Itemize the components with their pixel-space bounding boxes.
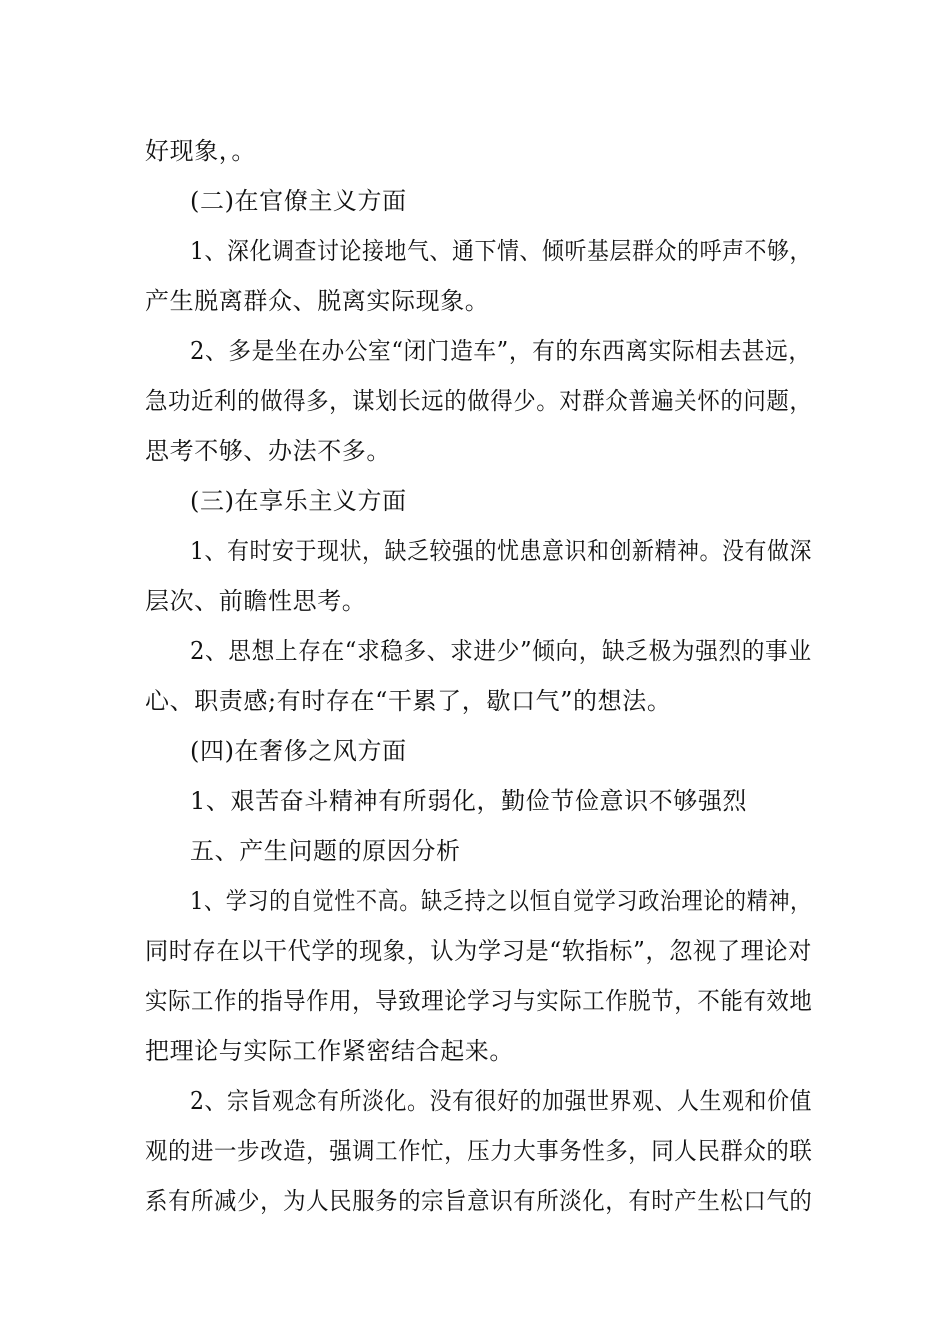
text-line: 产生脱离群众、脱离实际现象。 [145,287,490,315]
text-line: 观的进一步改造，强调工作忙，压力大事务性多，同人民群众的联 [145,1137,813,1165]
section-heading: (三)在享乐主义方面 [190,487,407,515]
text-line: 1、艰苦奋斗精神有所弱化，勤俭节俭意识不够强烈 [190,787,748,815]
text-line: 2、多是坐在办公室“闭门造车”，有的东西离实际相去甚远， [190,337,812,365]
text-line: 2、宗旨观念有所淡化。没有很好的加强世界观、人生观和价值 [190,1087,813,1115]
text-line: 把理论与实际工作紧密结合起来。 [145,1037,514,1065]
text-line: 1、学习的自觉性不高。缺乏持之以恒自觉学习政治理论的精神， [190,887,812,915]
text-line: 急功近利的做得多，谋划长远的做得少。对群众普遍关怀的问题， [145,387,813,415]
text-line: 思考不够、办法不多。 [145,437,391,465]
section-heading: (二)在官僚主义方面 [190,187,407,215]
text-line: 实际工作的指导作用，导致理论学习与实际工作脱节，不能有效地 [145,987,813,1015]
text-line: 心、职责感;有时存在“干累了，歇口气”的想法。 [145,687,672,715]
text-line: 好现象，。 [145,137,256,165]
text-line: 1、深化调查讨论接地气、通下情、倾听基层群众的呼声不够， [190,237,813,265]
text-line: 同时存在以干代学的现象，认为学习是“软指标”，忽视了理论对 [145,937,812,965]
text-line: 1、有时安于现状，缺乏较强的忧患意识和创新精神。没有做深 [190,537,813,565]
text-line: 系有所减少，为人民服务的宗旨意识有所淡化，有时产生松口气的 [145,1187,813,1215]
text-line: 层次、前瞻性思考。 [145,587,367,615]
text-line: 2、思想上存在“求稳多、求进少”倾向，缺乏极为强烈的事业 [190,637,812,665]
section-heading: (四)在奢侈之风方面 [190,737,407,765]
section-heading: 五、产生问题的原因分析 [190,837,461,865]
